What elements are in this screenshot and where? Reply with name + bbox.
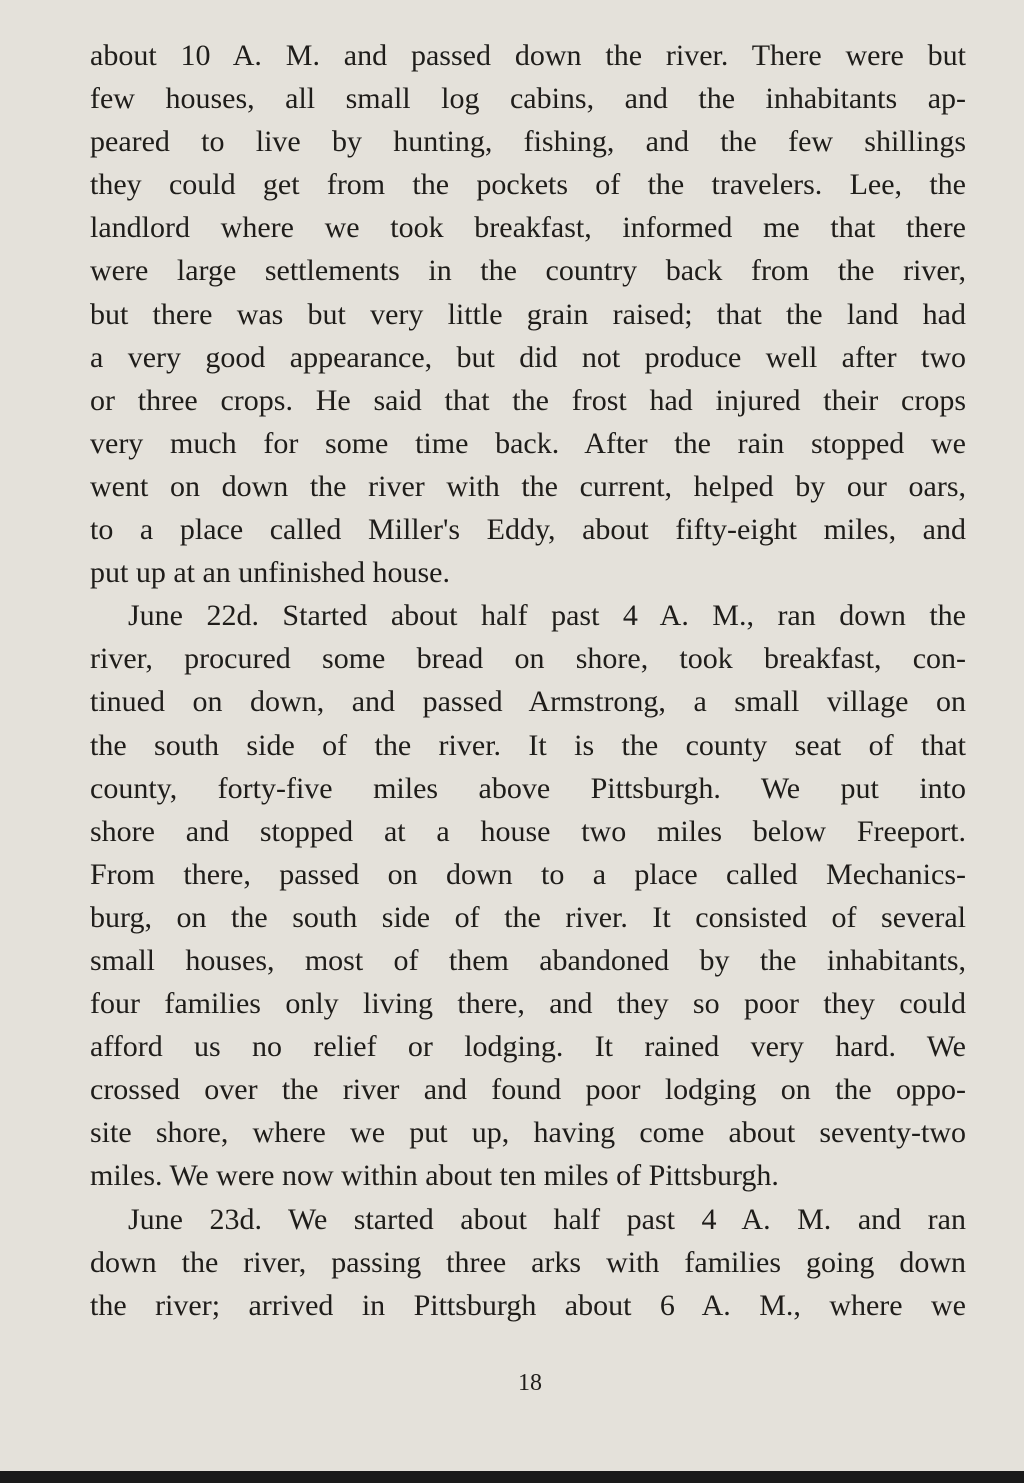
text-line: four families only living there, and they so poor they could [90, 987, 966, 1021]
text-line: about 10 A. M. and passed down the river. There were but [90, 39, 966, 72]
body-text [90, 34, 966, 1327]
text-line: tinued on down, and passed Armstrong, a small village on [90, 685, 966, 719]
text-line: put up at an unfinished house. [90, 556, 450, 590]
text-line: the river; arrived in Pittsburgh about 6 A. M., where we [90, 1288, 966, 1322]
text-line: peared to live by hunting, fishing, and the few shillings [90, 125, 966, 159]
scan-edge [0, 1471, 1024, 1483]
paragraph-start-line: June 23d. We started about half past 4 A. M. and ran [128, 1202, 966, 1236]
text-line: river, procured some bread on shore, took breakfast, con- [90, 642, 966, 676]
text-line: were large settlements in the country back from the river, [90, 254, 966, 288]
text-line: county, forty-five miles above Pittsburgh. We put into [90, 771, 966, 805]
text-line: went on down the river with the current, helped by our oars, [90, 469, 966, 503]
text-line: afford us no relief or lodging. It rained very hard. We [90, 1030, 966, 1064]
text-line: to a place called Miller's Eddy, about fifty-eight miles, and [90, 513, 966, 547]
text-line: landlord where we took breakfast, informed me that there [90, 211, 966, 245]
text-line: very much for some time back. After the rain stopped we [90, 426, 966, 460]
text-line: small houses, most of them abandoned by the inhabitants, [90, 943, 966, 977]
text-line: few houses, all small log cabins, and the inhabitants ap- [90, 82, 966, 116]
text-line: down the river, passing three arks with families going down [90, 1245, 966, 1279]
text-line: shore and stopped at a house two miles below Freeport. [90, 814, 966, 848]
text-line: or three crops. He said that the frost had injured their crops [90, 383, 966, 417]
text-line: burg, on the south side of the river. It consisted of several [90, 900, 966, 934]
text-line: the south side of the river. It is the county seat of that [90, 728, 966, 762]
text-line: miles. We were now within about ten miles of Pittsburgh. [90, 1159, 779, 1193]
text-line: site shore, where we put up, having come about seventy-two [90, 1116, 966, 1150]
paragraph-start-line: June 22d. Started about half past 4 A. M., ran down the [128, 599, 966, 633]
page-number: 18 [518, 1370, 542, 1396]
text-line: a very good appearance, but did not produce well after two [90, 340, 966, 374]
text-line: From there, passed on down to a place called Mechanics- [90, 857, 966, 891]
text-line: crossed over the river and found poor lodging on the oppo- [90, 1073, 966, 1107]
text-line: they could get from the pockets of the travelers. Lee, the [90, 168, 966, 202]
text-line: but there was but very little grain raised; that the land had [90, 297, 966, 331]
